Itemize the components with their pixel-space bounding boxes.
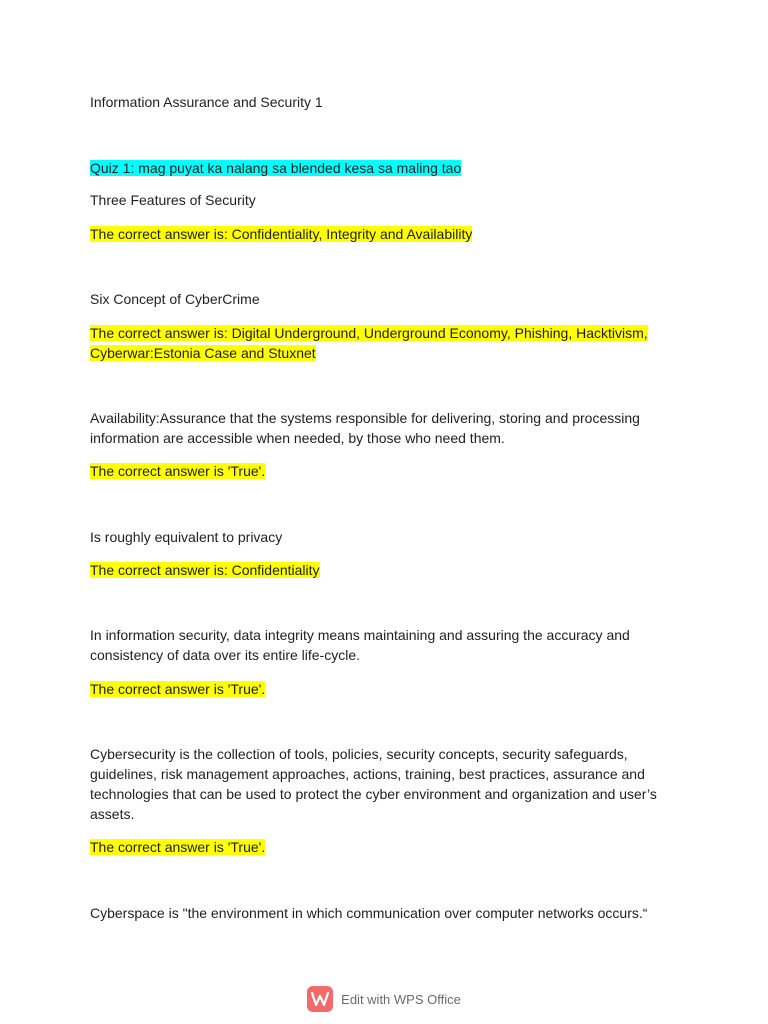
- question-7: Cyberspace is "the environment in which communication over computer networks occurs.“: [90, 905, 648, 921]
- answer-2-prefix: The correct answer is:: [90, 325, 232, 341]
- answer-2-line-2: [90, 343, 316, 363]
- quiz-heading-text: Quiz 1: mag puyat ka nalang sa blended kesa sa maling tao: [90, 160, 462, 176]
- answer-6: [90, 837, 265, 857]
- question-2: Six Concept of CyberCrime: [90, 291, 260, 307]
- answer-2-line-1: [90, 323, 648, 343]
- question-6: Cybersecurity is the collection of tools, policies, security concepts, security safeguards, guidelines, risk management approaches, actions, training, best practices, assurance and technologies that can be used to protect the cyber environment and organization and user’s assets.: [90, 746, 657, 822]
- answer-2-text-line-2: Cyberwar:Estonia Case and Stuxnet: [90, 345, 316, 361]
- answer-1: [90, 224, 472, 244]
- wps-office-logo-icon[interactable]: [307, 986, 333, 1012]
- document-title: Information Assurance and Security 1: [90, 94, 323, 110]
- question-5: In information security, data integrity means maintaining and assuring the accuracy and consistency of data over its entire life-cycle.: [90, 627, 630, 663]
- answer-1-prefix: The correct answer is:: [90, 226, 232, 242]
- answer-3-text: The correct answer is 'True'.: [90, 463, 266, 479]
- answer-5: [90, 679, 265, 699]
- quiz-heading: [90, 158, 461, 178]
- question-4: Is roughly equivalent to privacy: [90, 529, 283, 545]
- answer-6-text: The correct answer is 'True'.: [90, 839, 266, 855]
- answer-4: [90, 560, 320, 580]
- answer-4-text: Confidentiality: [231, 562, 320, 578]
- question-3: Availability:Assurance that the systems responsible for delivering, storing and processing information are accessible when needed, by those who need them.: [90, 410, 640, 446]
- edit-with-wps-link[interactable]: Edit with WPS Office: [341, 991, 461, 1007]
- answer-3: [90, 461, 265, 481]
- wps-footer[interactable]: [0, 985, 768, 1013]
- question-1: Three Features of Security: [90, 192, 256, 208]
- answer-1-text: Confidentiality, Integrity and Availability: [231, 226, 473, 242]
- answer-4-prefix: The correct answer is:: [90, 562, 232, 578]
- answer-5-text: The correct answer is 'True'.: [90, 681, 266, 697]
- answer-2-text-line-1: Digital Underground, Underground Economy, Phishing, Hacktivism,: [231, 325, 648, 341]
- wps-w-glyph-icon: [311, 991, 329, 1007]
